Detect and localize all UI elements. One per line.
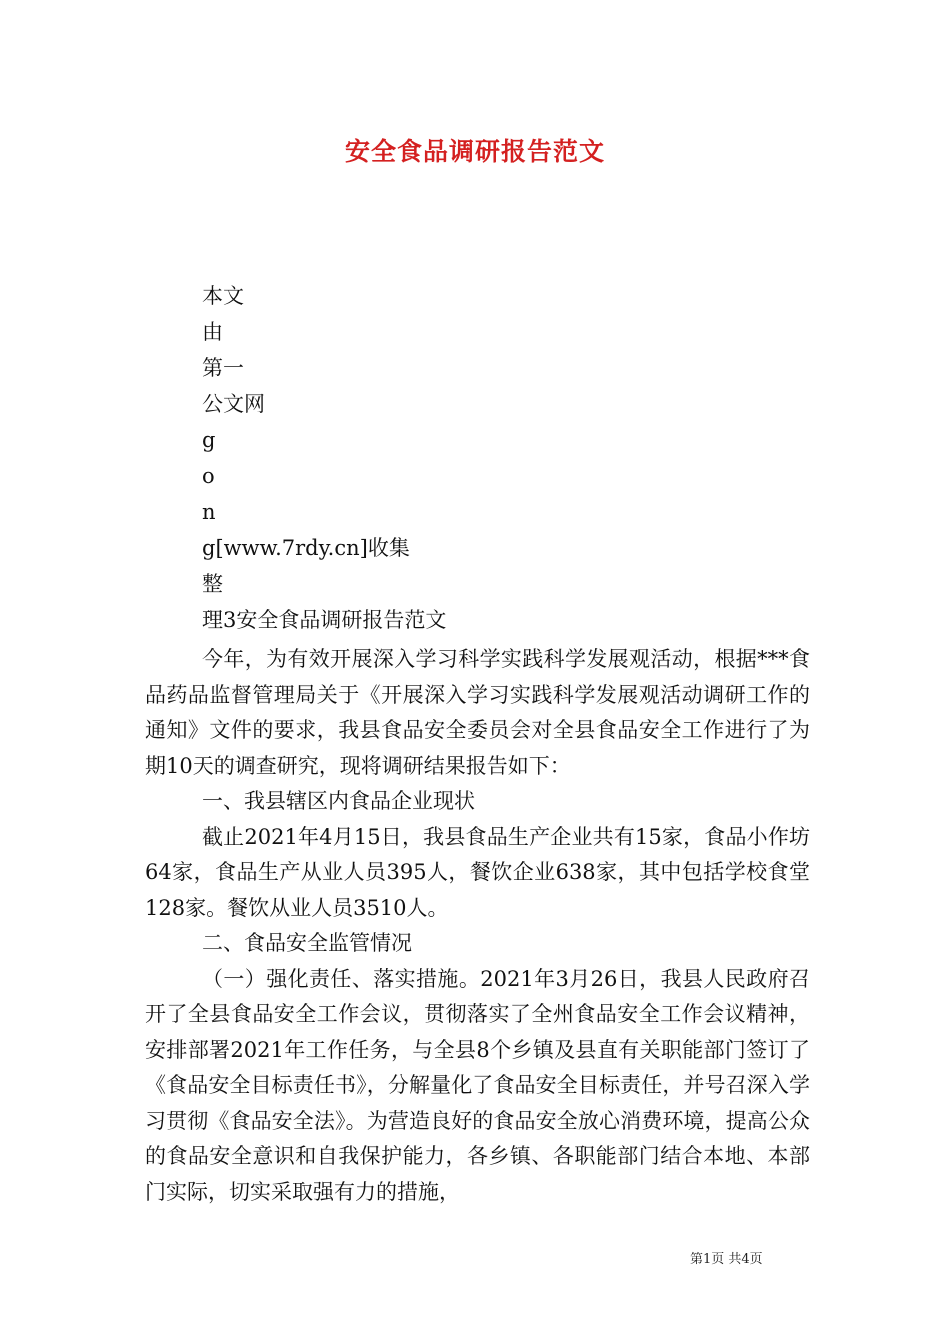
intro-line: 本文 bbox=[202, 284, 244, 308]
section-heading-1: 一、我县辖区内食品企业现状 bbox=[202, 789, 475, 813]
intro-lines bbox=[202, 278, 446, 638]
intro-line: g bbox=[202, 428, 216, 452]
intro-line: 由 bbox=[202, 320, 223, 344]
intro-line: 第一 bbox=[202, 356, 244, 380]
section-heading-2: 二、食品安全监管情况 bbox=[202, 931, 412, 955]
intro-line: 理3安全食品调研报告范文 bbox=[202, 608, 447, 632]
paragraph-intro: 今年，为有效开展深入学习科学实践科学发展观活动，根据***食品药品监督管理局关于《开展深入学习实践科学发展观活动调研工作的通知》文件的要求，我县食品安全委员会对全县食品安全工作进行了为期10天的调查研究，现将调研结果报告如下： bbox=[145, 647, 810, 778]
document-body bbox=[145, 642, 810, 1210]
document-title: 安全食品调研报告范文 bbox=[344, 137, 605, 166]
intro-line: n bbox=[202, 500, 216, 524]
paragraph-enterprise-status: 截止2021年4月15日，我县食品生产企业共有15家，食品小作坊64家，食品生产从业人员395人，餐饮企业638家，其中包括学校食堂128家。餐饮从业人员3510人。 bbox=[145, 824, 810, 920]
paragraph-supervision: （一）强化责任、落实措施。2021年3月26日，我县人民政府召开了全县食品安全工作会议，贯彻落实了全州食品安全工作会议精神，安排部署2021年工作任务，与全县8个乡镇及县直有关职能部门签订了《食品安全目标责任书》，分解量化了食品安全目标责任，并号召深入学习贯彻《食品安全法》。为营造良好的食品安全放心消费环境，提高公众的食品安全意识和自我保护能力，各乡镇、各职能部门结合本地、本部门实际，切实采取强有力的措施， bbox=[145, 966, 810, 1204]
intro-line: 整 bbox=[202, 572, 223, 596]
page-number-footer: 第1页 共4页 bbox=[690, 1252, 763, 1267]
intro-line: g[www.7rdy.cn]收集 bbox=[202, 536, 410, 560]
intro-line: o bbox=[202, 464, 215, 488]
intro-line: 公文网 bbox=[202, 392, 265, 416]
